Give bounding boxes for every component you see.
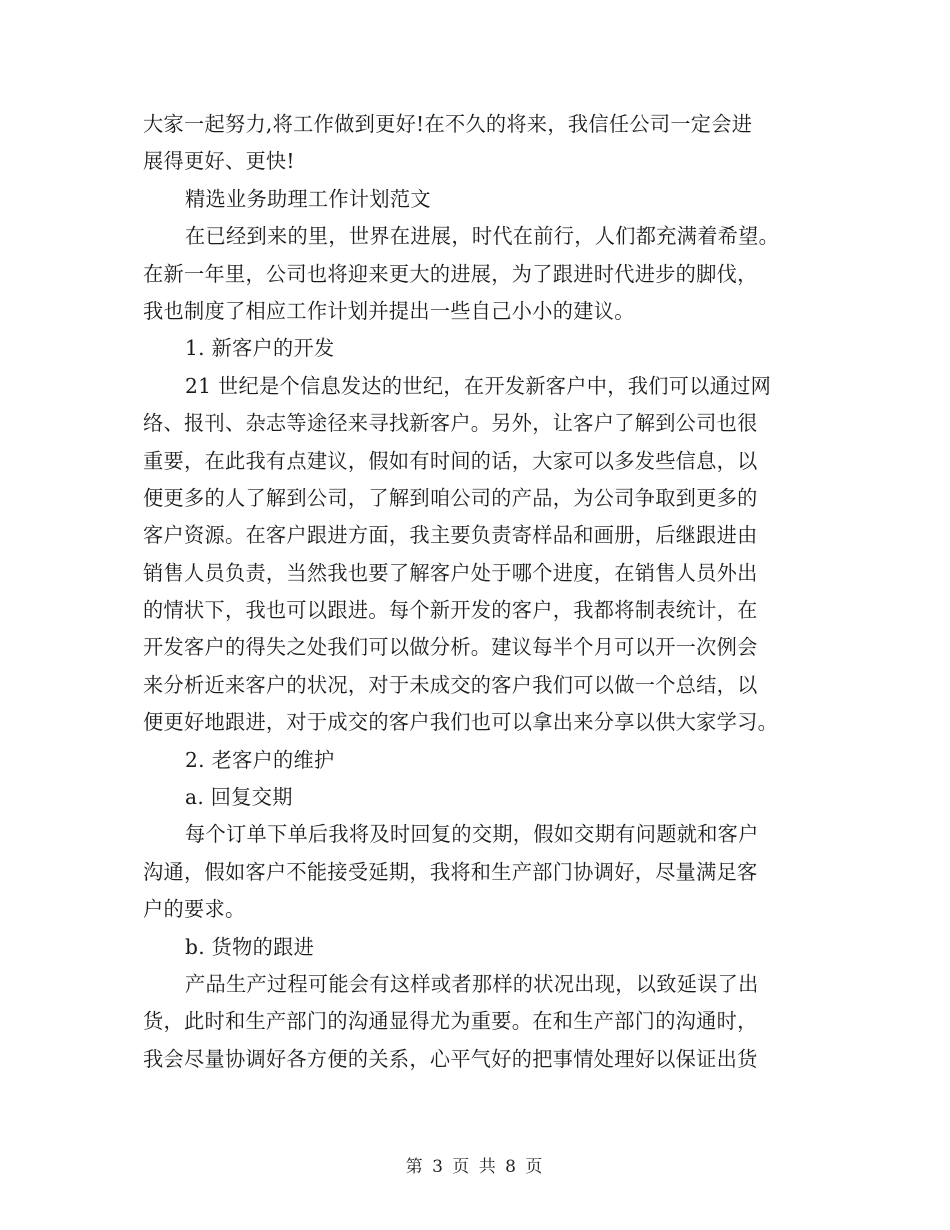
text-line: a. 回复交期 bbox=[185, 785, 293, 810]
text-line: 展得更好、更快! bbox=[143, 149, 295, 174]
text-line: 大家一起努力,将工作做到更好!在不久的将来，我信任公司一定会进 bbox=[143, 112, 753, 136]
text-line: b. 货物的跟进 bbox=[185, 934, 315, 959]
text-line: 产品生产过程可能会有这样或者那样的状况出现，以致延误了出 bbox=[185, 971, 759, 996]
text-line: 在已经到来的里，世界在进展，时代在前行，人们都充满着希望。 bbox=[185, 224, 780, 249]
text-line: 户的要求。 bbox=[143, 897, 246, 922]
text-line: 络、报刊、杂志等途径来寻找新客户。另外，让客户了解到公司也很 bbox=[143, 411, 758, 436]
text-line: 销售人员负责，当然我也要了解客户处于哪个进度，在销售人员外出 bbox=[143, 560, 758, 585]
text-line: 在新一年里，公司也将迎来更大的进展，为了跟进时代进步的脚伐， bbox=[143, 261, 758, 286]
text-line: 2. 老客户的维护 bbox=[185, 747, 335, 772]
text-line: 开发客户的得失之处我们可以做分析。建议每半个月可以开一次例会 bbox=[143, 635, 758, 660]
text-line: 货，此时和生产部门的沟通显得尤为重要。在和生产部门的沟通时， bbox=[143, 1009, 758, 1034]
text-line: 21 世纪是个信息发达的世纪，在开发新客户中，我们可以通过网 bbox=[185, 373, 772, 398]
text-line: 沟通，假如客户不能接受延期，我将和生产部门协调好，尽量满足客 bbox=[143, 859, 758, 884]
text-line: 重要，在此我有点建议，假如有时间的话，大家可以多发些信息，以 bbox=[143, 448, 758, 473]
text-line: 我会尽量协调好各方便的关系，心平气好的把事情处理好以保证出货 bbox=[143, 1046, 758, 1071]
text-line: 来分析近来客户的状况，对于未成交的客户我们可以做一个总结，以 bbox=[143, 672, 758, 697]
text-line: 客户资源。在客户跟进方面，我主要负责寄样品和画册，后继跟进由 bbox=[143, 523, 758, 548]
text-line: 便更多的人了解到公司，了解到咱公司的产品，为公司争取到更多的 bbox=[143, 485, 758, 510]
text-line: 精选业务助理工作计划范文 bbox=[185, 186, 431, 211]
page-footer: 第 3 页 共 8 页 bbox=[405, 1157, 545, 1177]
text-line: 每个订单下单后我将及时回复的交期，假如交期有问题就和客户 bbox=[185, 822, 759, 847]
text-line: 1. 新客户的开发 bbox=[185, 336, 335, 361]
text-line: 的情状下，我也可以跟进。每个新开发的客户，我都将制表统计，在 bbox=[143, 598, 758, 623]
text-line: 便更好地跟进，对于成交的客户我们也可以拿出来分享以供大家学习。 bbox=[143, 710, 779, 735]
document-body bbox=[143, 106, 808, 1078]
text-line: 我也制度了相应工作计划并提出一些自己小小的建议。 bbox=[143, 298, 635, 323]
